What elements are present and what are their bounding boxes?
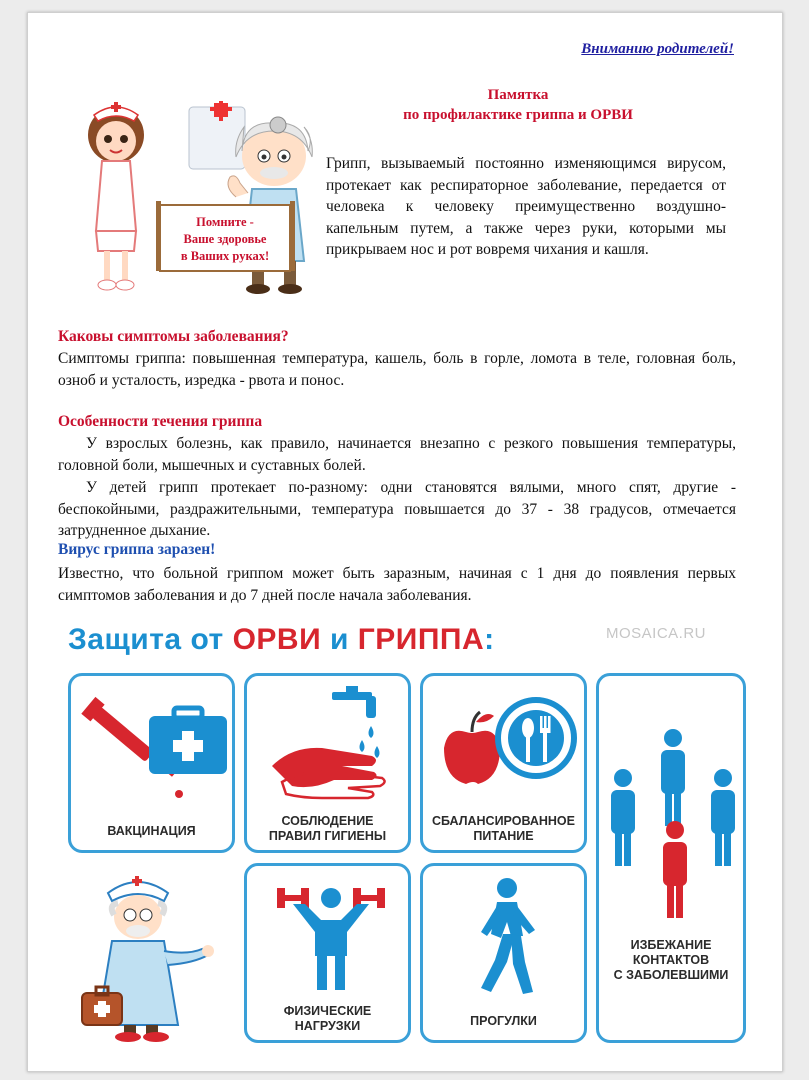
- poster-title: [68, 623, 495, 657]
- card-avoid-contacts: [596, 673, 746, 1043]
- caption-line: СОБЛЮДЕНИЕ: [281, 814, 374, 828]
- card-caption: [247, 814, 408, 844]
- course-paragraph-children: У детей грипп протекает по-разному: одни становятся вялыми, много спят, другие - беспокойными, раздражительными, температура повышается до 37 - 38 градусов, отмечается затрудненное дыхание.: [58, 479, 736, 540]
- card-caption: [423, 1014, 584, 1029]
- sign-text: [164, 214, 286, 265]
- course-paragraph-adults: У взрослых болезнь, как правило, начинается внезапно с резкого повышения температуры, головной боли, мышечных и суставных болей.: [58, 435, 736, 474]
- dumbbells-exercise-icon: [271, 874, 391, 994]
- people-group-icon: [603, 726, 743, 936]
- memo-title: [358, 85, 678, 125]
- card-walks: [420, 863, 587, 1043]
- card-caption: [599, 938, 743, 983]
- contagious-heading: Вирус гриппа заразен!: [58, 541, 216, 558]
- card-hygiene: [244, 673, 411, 853]
- memo-title-line2: по профилактике гриппа и ОРВИ: [403, 107, 633, 123]
- nurse-doctor-illustration: [64, 101, 319, 301]
- parents-notice: Вниманию родителей!: [581, 41, 734, 57]
- sign-line: Помните -: [196, 215, 254, 229]
- caption-line: ПРОГУЛКИ: [470, 1014, 537, 1028]
- caption-line: ФИЗИЧЕСКИЕ: [283, 1004, 372, 1018]
- memo-title-line1: Памятка: [487, 87, 549, 103]
- syringe-first-aid-icon: [79, 686, 229, 806]
- intro-paragraph: Грипп, вызываемый постоянно изменяющимся вирусом, протекает как респираторное заболевание, передается от человека к человеку преимущественно воздушно-капельным путем, а также через руки, которыми мы прикрываем нос и рот вовремя чихания и кашля.: [326, 155, 726, 259]
- sign-line: в Ваших руках!: [180, 249, 270, 263]
- card-caption: [247, 1004, 408, 1034]
- caption-line: ПИТАНИЕ: [473, 829, 534, 843]
- card-vaccination: [68, 673, 235, 853]
- caption-line: КОНТАКТОВ: [632, 953, 710, 967]
- caption-line: ВАКЦИНАЦИЯ: [107, 824, 196, 838]
- walking-person-icon: [467, 876, 547, 996]
- poster-title-colon: :: [484, 623, 495, 656]
- symptoms-text: Симптомы гриппа: повышенная температура, кашель, боль в горле, ломота в теле, головная боль, озноб и усталость, изредка - рвота и понос.: [58, 350, 736, 389]
- caption-line: ПРАВИЛ ГИГИЕНЫ: [268, 829, 387, 843]
- sign-line: Ваше здоровье: [183, 232, 267, 246]
- apple-plate-icon: [438, 688, 578, 798]
- caption-line: ИЗБЕЖАНИЕ: [630, 938, 712, 952]
- contagious-text: Известно, что больной гриппом может быть заразным, начиная с 1 дня до появления первых симптомов заболевания и до 7 дней после начала заболевания.: [58, 565, 736, 604]
- watermark: MOSAICA.RU: [606, 625, 707, 642]
- card-exercise: [244, 863, 411, 1043]
- doctor-illustration: [68, 865, 228, 1045]
- card-caption: [423, 814, 584, 844]
- document-page: [27, 12, 783, 1072]
- poster-title-part: Защита от: [68, 623, 233, 656]
- poster-title-part: и: [321, 623, 358, 656]
- poster-title-orvi: ОРВИ: [232, 623, 322, 656]
- card-caption: [71, 824, 232, 839]
- hand-washing-icon: [262, 686, 402, 801]
- caption-line: СБАЛАНСИРОВАННОЕ: [432, 814, 575, 828]
- symptoms-heading: Каковы симптомы заболевания?: [58, 328, 289, 345]
- caption-line: НАГРУЗКИ: [294, 1019, 361, 1033]
- card-nutrition: [420, 673, 587, 853]
- caption-line: С ЗАБОЛЕВШИМИ: [613, 968, 729, 982]
- poster-title-flu: ГРИППА: [357, 623, 485, 656]
- course-heading: Особенности течения гриппа: [58, 413, 263, 430]
